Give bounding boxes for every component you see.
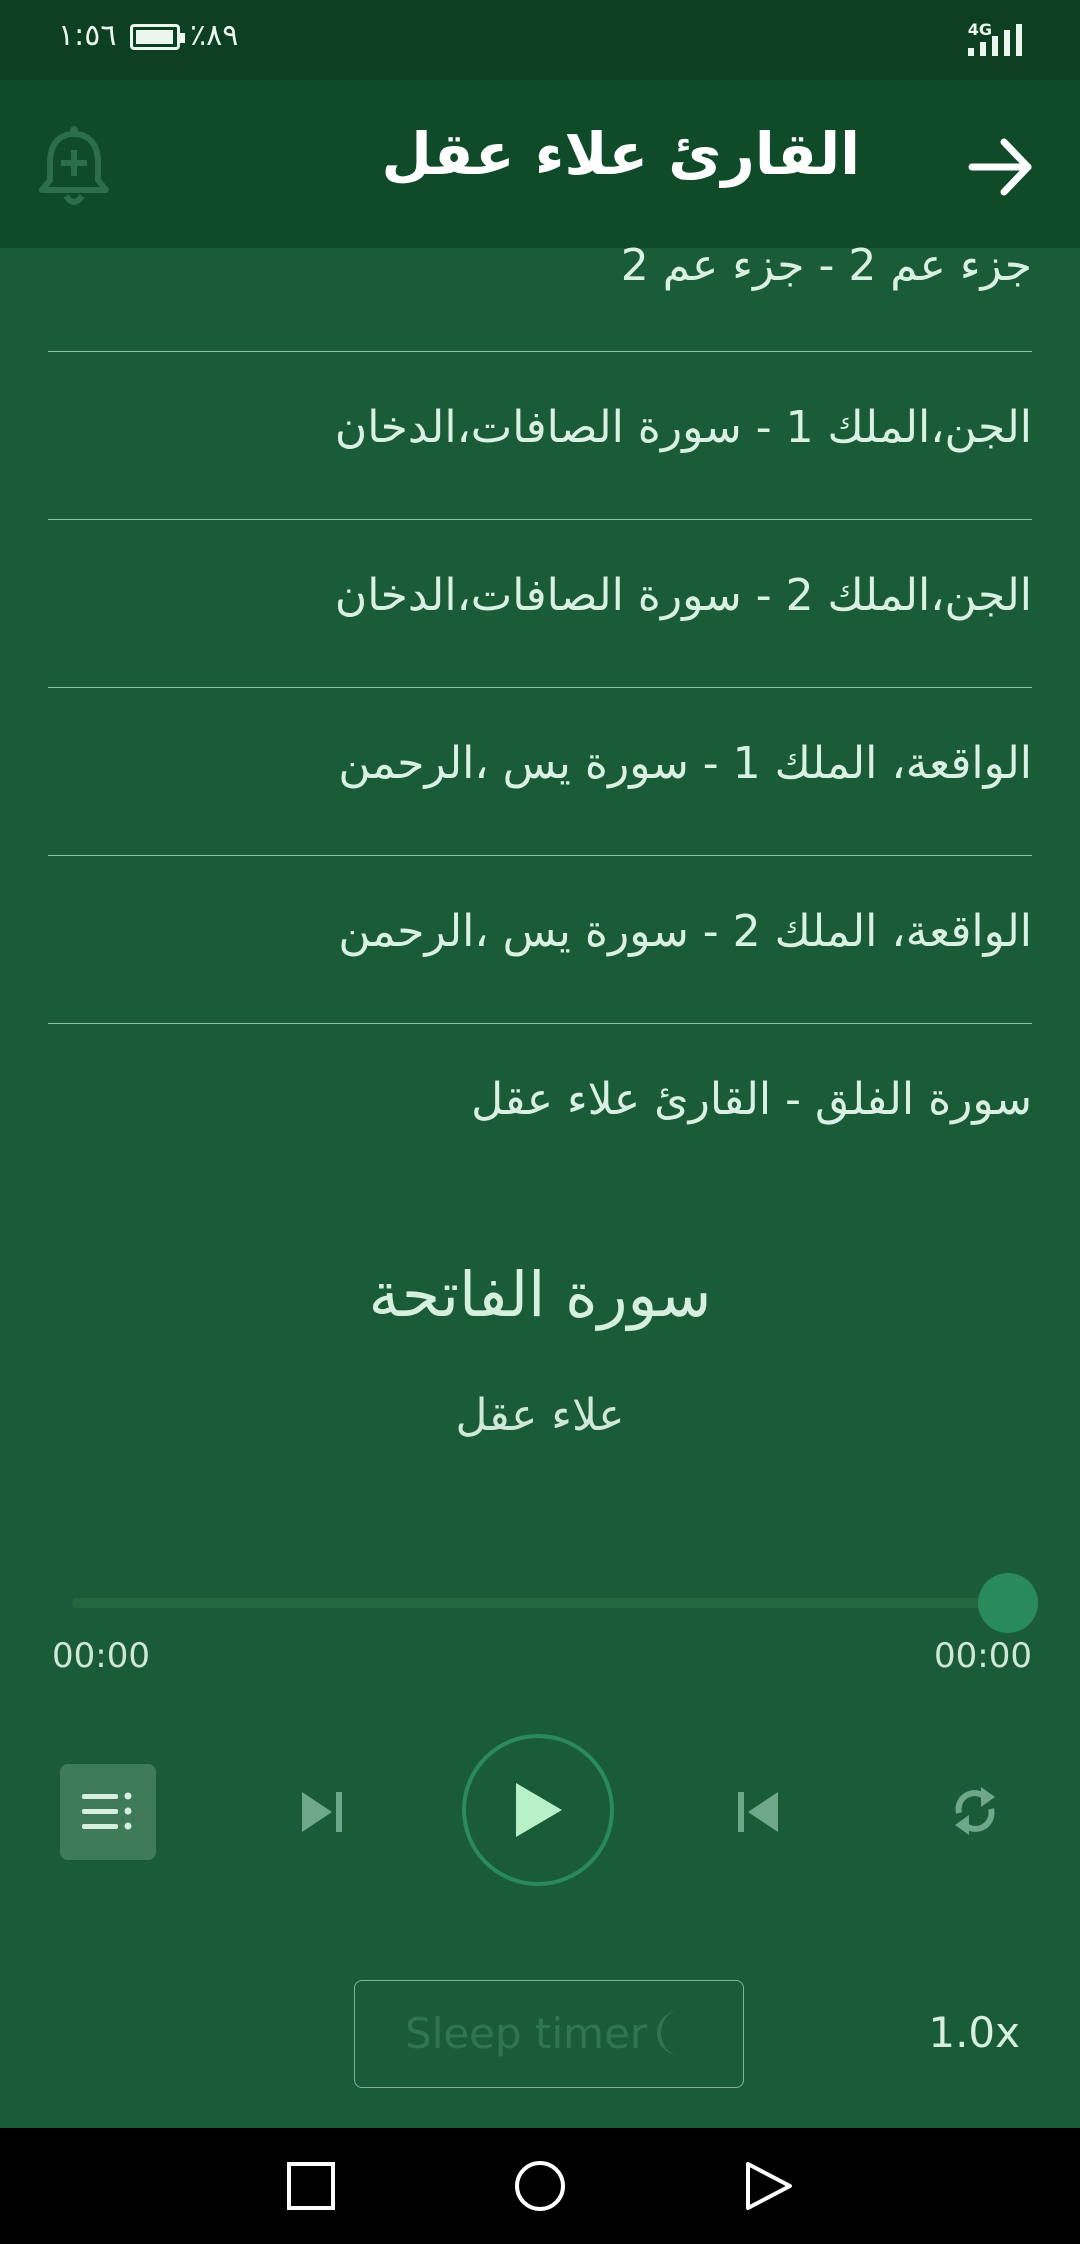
list-item[interactable] bbox=[48, 520, 1032, 688]
list-item[interactable] bbox=[48, 688, 1032, 856]
now-playing-title: سورة الفاتحة bbox=[368, 1258, 712, 1331]
list-item-label: الواقعة، الملك 2 - سورة يس ،الرحمن bbox=[338, 906, 1032, 957]
battery-icon bbox=[130, 24, 180, 50]
square-icon[interactable] bbox=[283, 2158, 339, 2214]
status-time: ١:٥٦ bbox=[58, 18, 117, 53]
status-bar bbox=[0, 0, 1080, 80]
now-playing-artist: علاء عقل bbox=[455, 1390, 625, 1441]
list-item-label: الواقعة، الملك 1 - سورة يس ،الرحمن bbox=[338, 738, 1032, 789]
repeat-button[interactable] bbox=[942, 1778, 1008, 1844]
system-nav-bar bbox=[0, 2128, 1080, 2244]
play-icon bbox=[510, 1779, 566, 1841]
triangle-icon[interactable] bbox=[740, 2158, 796, 2214]
playlist-icon bbox=[80, 1790, 136, 1834]
skip-previous-button[interactable] bbox=[726, 1780, 790, 1844]
playback-speed[interactable]: 1.0x bbox=[928, 2008, 1020, 2057]
list-item-label: جزء عم 2 - جزء عم 2 bbox=[620, 240, 1032, 291]
playlist bbox=[48, 240, 1032, 1192]
list-item-label: الجن،الملك 1 - سورة الصافات،الدخان bbox=[334, 402, 1032, 453]
sleep-timer-button[interactable] bbox=[354, 1980, 744, 2088]
skip-previous-icon bbox=[734, 1788, 782, 1836]
elapsed-time: 00:00 bbox=[52, 1636, 150, 1676]
add-alarm-icon[interactable] bbox=[34, 124, 114, 210]
skip-next-icon bbox=[298, 1788, 346, 1836]
battery-percent: ٪٨٩ bbox=[190, 18, 239, 53]
list-item[interactable] bbox=[48, 352, 1032, 520]
page-title: القارئ علاء عقل bbox=[381, 120, 860, 188]
total-time: 00:00 bbox=[934, 1636, 1032, 1676]
list-item[interactable] bbox=[48, 856, 1032, 1024]
circle-icon[interactable] bbox=[512, 2158, 568, 2214]
moon-icon bbox=[645, 2007, 697, 2059]
list-item[interactable] bbox=[48, 1024, 1032, 1192]
list-item-label: الجن،الملك 2 - سورة الصافات،الدخان bbox=[334, 570, 1032, 621]
seek-bar[interactable] bbox=[72, 1598, 1008, 1608]
playlist-button[interactable] bbox=[60, 1764, 156, 1860]
list-item[interactable] bbox=[48, 240, 1032, 352]
arrow-right-icon[interactable] bbox=[966, 132, 1036, 202]
play-button[interactable] bbox=[462, 1734, 614, 1886]
sleep-timer-label: Sleep timer bbox=[405, 2009, 648, 2058]
repeat-icon bbox=[949, 1783, 1001, 1839]
skip-next-button[interactable] bbox=[290, 1780, 354, 1844]
seek-thumb[interactable] bbox=[978, 1573, 1038, 1633]
app-bar bbox=[0, 80, 1080, 248]
signal-icon bbox=[966, 22, 1026, 56]
network-type: 4G bbox=[967, 20, 992, 39]
list-item-label: سورة الفلق - القارئ علاء عقل bbox=[471, 1074, 1032, 1125]
